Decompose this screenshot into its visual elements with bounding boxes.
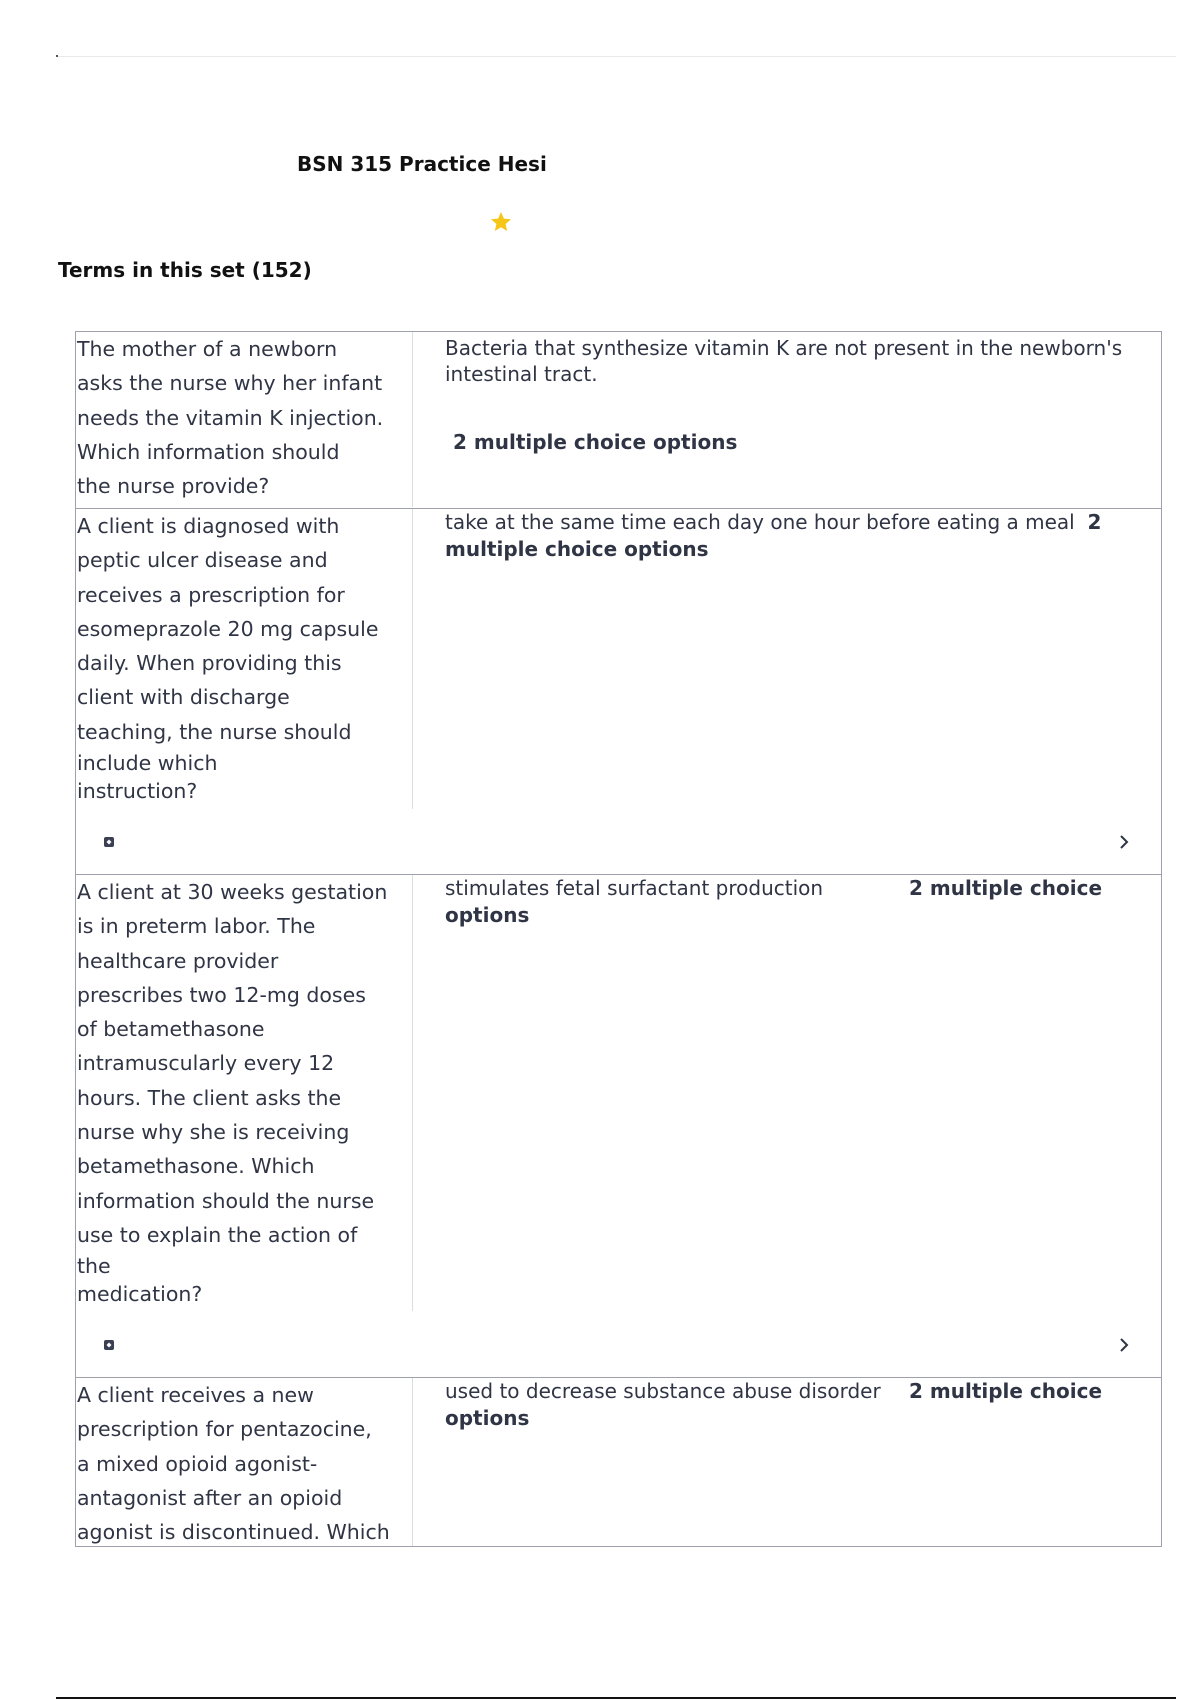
column-divider — [412, 509, 413, 809]
term-line: the — [77, 1254, 111, 1279]
definition-text: stimulates fetal surfactant production — [445, 876, 824, 900]
term-line: esomeprazole 20 mg capsule — [77, 616, 379, 641]
term-line: healthcare provider — [77, 948, 279, 973]
term-line: instruction? — [77, 779, 198, 804]
multiple-choice-options-link[interactable]: 2 multiple choice options — [445, 510, 1102, 561]
term-line: agonist is discontinued. Which — [77, 1520, 390, 1545]
term-line: of betamethasone — [77, 1017, 265, 1042]
term-line: A client receives a new — [77, 1383, 314, 1407]
term-line: is in preterm labor. The — [77, 914, 316, 939]
column-divider — [412, 875, 413, 1311]
definition-text: used to decrease substance abuse disorder — [445, 1379, 881, 1403]
page-title: BSN 315 Practice Hesi — [297, 152, 547, 176]
term-line: asks the nurse why her infant — [77, 371, 383, 396]
term-line: needs the vitamin K injection. — [77, 405, 384, 430]
term-line: A client is diagnosed with — [77, 514, 340, 538]
top-divider — [56, 56, 1176, 57]
table-row — [76, 1377, 1161, 1546]
terms-count-heading: Terms in this set (152) — [58, 258, 312, 282]
column-divider — [412, 332, 413, 507]
multiple-choice-options-link[interactable]: 2 multiple choice options — [453, 430, 738, 454]
star-icon[interactable] — [489, 210, 513, 234]
term-line: hours. The client asks the — [77, 1085, 342, 1110]
term-line: Which information should — [77, 439, 340, 464]
definition-text — [445, 509, 1145, 563]
audio-icon[interactable] — [103, 1339, 115, 1351]
definition-value: take at the same time each day one hour before eating a meal — [445, 510, 1075, 534]
bottom-divider — [56, 1697, 1176, 1699]
term-line: receives a prescription for — [77, 582, 345, 607]
term-text — [77, 332, 412, 503]
term-line: include which — [77, 751, 218, 776]
column-divider — [412, 1378, 413, 1546]
table-row — [76, 508, 1161, 874]
definition-text: Bacteria that synthesize vitamin K are not present in the newborn's intestinal tract. — [445, 336, 1123, 386]
term-line: information should the nurse — [77, 1188, 375, 1213]
chevron-right-icon[interactable] — [1116, 1334, 1132, 1356]
term-line: betamethasone. Which — [77, 1154, 315, 1179]
term-line: A client at 30 weeks gestation — [77, 880, 388, 904]
term-line: prescription for pentazocine, — [77, 1417, 372, 1442]
term-line: use to explain the action of — [77, 1222, 358, 1247]
term-line: medication? — [77, 1282, 203, 1307]
top-dot — [56, 55, 58, 57]
term-line: teaching, the nurse should — [77, 719, 352, 744]
term-line: peptic ulcer disease and — [77, 548, 328, 573]
term-line: the nurse provide? — [77, 474, 270, 499]
term-text — [77, 509, 412, 805]
term-line: nurse why she is receiving — [77, 1120, 350, 1145]
term-line: a mixed opioid agonist- — [77, 1451, 318, 1476]
audio-icon[interactable] — [103, 836, 115, 848]
multiple-choice-options-link[interactable]: 2 multiple choice — [909, 876, 1103, 900]
table-row — [76, 874, 1161, 1377]
term-line: The mother of a newborn — [77, 337, 338, 361]
multiple-choice-options-link-continued[interactable]: options — [445, 1406, 530, 1430]
term-line: daily. When providing this — [77, 651, 342, 676]
term-line: intramuscularly every 12 — [77, 1051, 335, 1076]
terms-table — [75, 331, 1162, 1547]
term-text — [77, 1378, 412, 1549]
term-line: client with discharge — [77, 685, 290, 710]
table-row — [76, 332, 1161, 508]
term-line: antagonist after an opioid — [77, 1485, 343, 1510]
term-text — [77, 875, 412, 1308]
multiple-choice-options-link[interactable]: 2 multiple choice — [909, 1379, 1103, 1403]
chevron-right-icon[interactable] — [1116, 831, 1132, 853]
term-line: prescribes two 12-mg doses — [77, 982, 366, 1007]
multiple-choice-options-link-continued[interactable]: options — [445, 903, 530, 927]
